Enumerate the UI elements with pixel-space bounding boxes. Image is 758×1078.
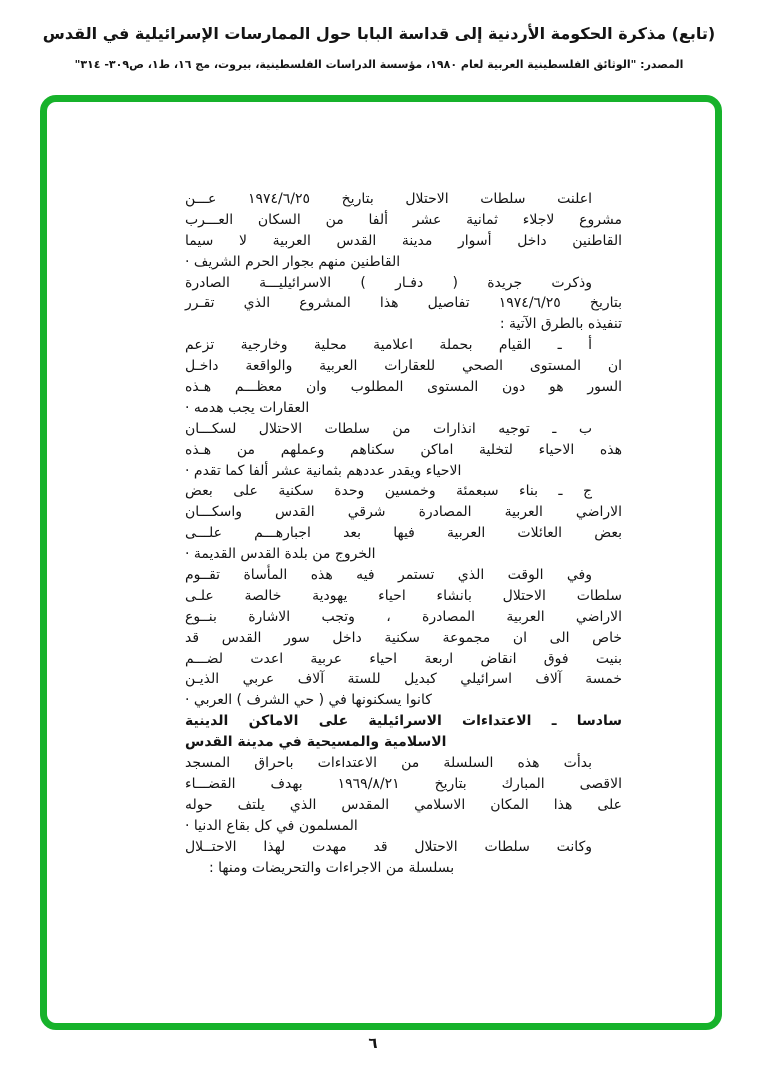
body-line: على هذا المكان الاسلامي المقدس الذي يلتف حوله	[185, 796, 622, 813]
body-line: وكانت سلطات الاحتلال قد مهدت لهذا الاحتــلال	[185, 838, 592, 855]
body-line: ان المستوى الصحي للعقارات العربية والواقعة داخـل	[185, 358, 622, 375]
body-line: القاطنين داخل أسوار مدينة القدس العربية لا سيما	[185, 232, 622, 249]
body-line: الاراضي العربية المصادرة ، وتجب الاشارة بنــوع	[185, 608, 622, 625]
body-line: وفي الوقت الذي تستمر فيه هذه المأساة تقــوم	[185, 567, 592, 584]
body-line: بتاريخ ١٩٧٤/٦/٢٥ تفاصيل هذا المشروع الذي تقـرر	[185, 295, 623, 312]
body-line: الخروج من بلدة القدس القديمة ·	[185, 546, 376, 563]
header-title: (تابع) مذكرة الحكومة الأردنية إلى قداسة البابا حول الممارسات الإسرائيلية في القدس	[42, 24, 716, 43]
body-line: خمسة آلاف اسرائيلي كبديل للستة آلاف عربي الذيـن	[185, 671, 622, 688]
body-line: بنيت فوق انقاض اربعة احياء عربية اعدت لضـــم	[185, 650, 622, 667]
document-body	[185, 189, 622, 878]
body-line: هذه الاحياء لتخلية اماكن سكناهم وعملهم من هـذه	[185, 441, 622, 458]
body-line: المسلمون في كل بقاع الدنيا ·	[185, 817, 358, 834]
body-line: أ ـ القيام بحملة اعلامية محلية وخارجية تزعم	[185, 337, 592, 354]
body-line: مشروع لاجلاء ثمانية عشر ألفا من السكان العـــرب	[185, 211, 622, 228]
header-source: المصدر: "الوثائق الفلسطينية العربية لعام ١٩٨٠، مؤسسة الدراسات الفلسطينية، بيروت، مج ١٦، ط١، ص٣٠٩- ٣١٤"	[74, 58, 684, 71]
page-number: ٦	[368, 1034, 378, 1052]
body-line: خاص الى ان مجموعة سكنية داخل سور القدس قد	[185, 629, 622, 646]
body-line: اعلنت سلطات الاحتلال بتاريخ ١٩٧٤/٦/٢٥ عـــن	[185, 191, 592, 207]
body-line: سلطات الاحتلال بانشاء احياء يهودية خالصة علـى	[185, 587, 622, 604]
body-line: تنفيذه بالطرق الآتية :	[499, 316, 622, 333]
body-line: وذكرت جريدة ( دفـار ) الاسرائيليـــة الصادرة	[185, 274, 592, 291]
body-line: الاحياء ويقدر عددهم بثمانية عشر ألفا كما تقدم ·	[185, 462, 462, 479]
body-line: الاراضي العربية المصادرة شرقي القدس واسكـــان	[185, 504, 622, 521]
body-line: سادسا ـ الاعتداءات الاسرائيلية على الاماكن الدينية	[185, 713, 622, 730]
body-line: الاقصى المبارك بتاريخ ١٩٦٩/٨/٢١ بهدف القضـــاء	[185, 775, 622, 792]
body-line: القاطنين منهم بجوار الحرم الشريف ·	[185, 253, 401, 270]
body-line: بدأت هذه السلسلة من الاعتداءات باحراق المسجد	[185, 755, 592, 772]
body-line: العقارات يجب هدمه ·	[185, 399, 310, 416]
body-line: كانوا يسكنونها في ( حي الشرف ) العربي ·	[185, 692, 432, 709]
body-line: ب ـ توجيه انذارات من سلطات الاحتلال لسكـــان	[185, 420, 592, 437]
body-line: السور هو دون المستوى المطلوب وان معظـــم هـذه	[185, 379, 622, 396]
body-line: بسلسلة من الاجراءات والتحريضات ومنها :	[209, 859, 455, 876]
body-line: الاسلامية والمسيحية في مدينة القدس	[185, 734, 447, 751]
body-line: بعض العائلات العربية فيها بعد اجبارهـــم علـــى	[185, 525, 622, 542]
body-line: ج ـ بناء سبعمئة وخمسين وحدة سكنية على بعض	[185, 483, 592, 500]
